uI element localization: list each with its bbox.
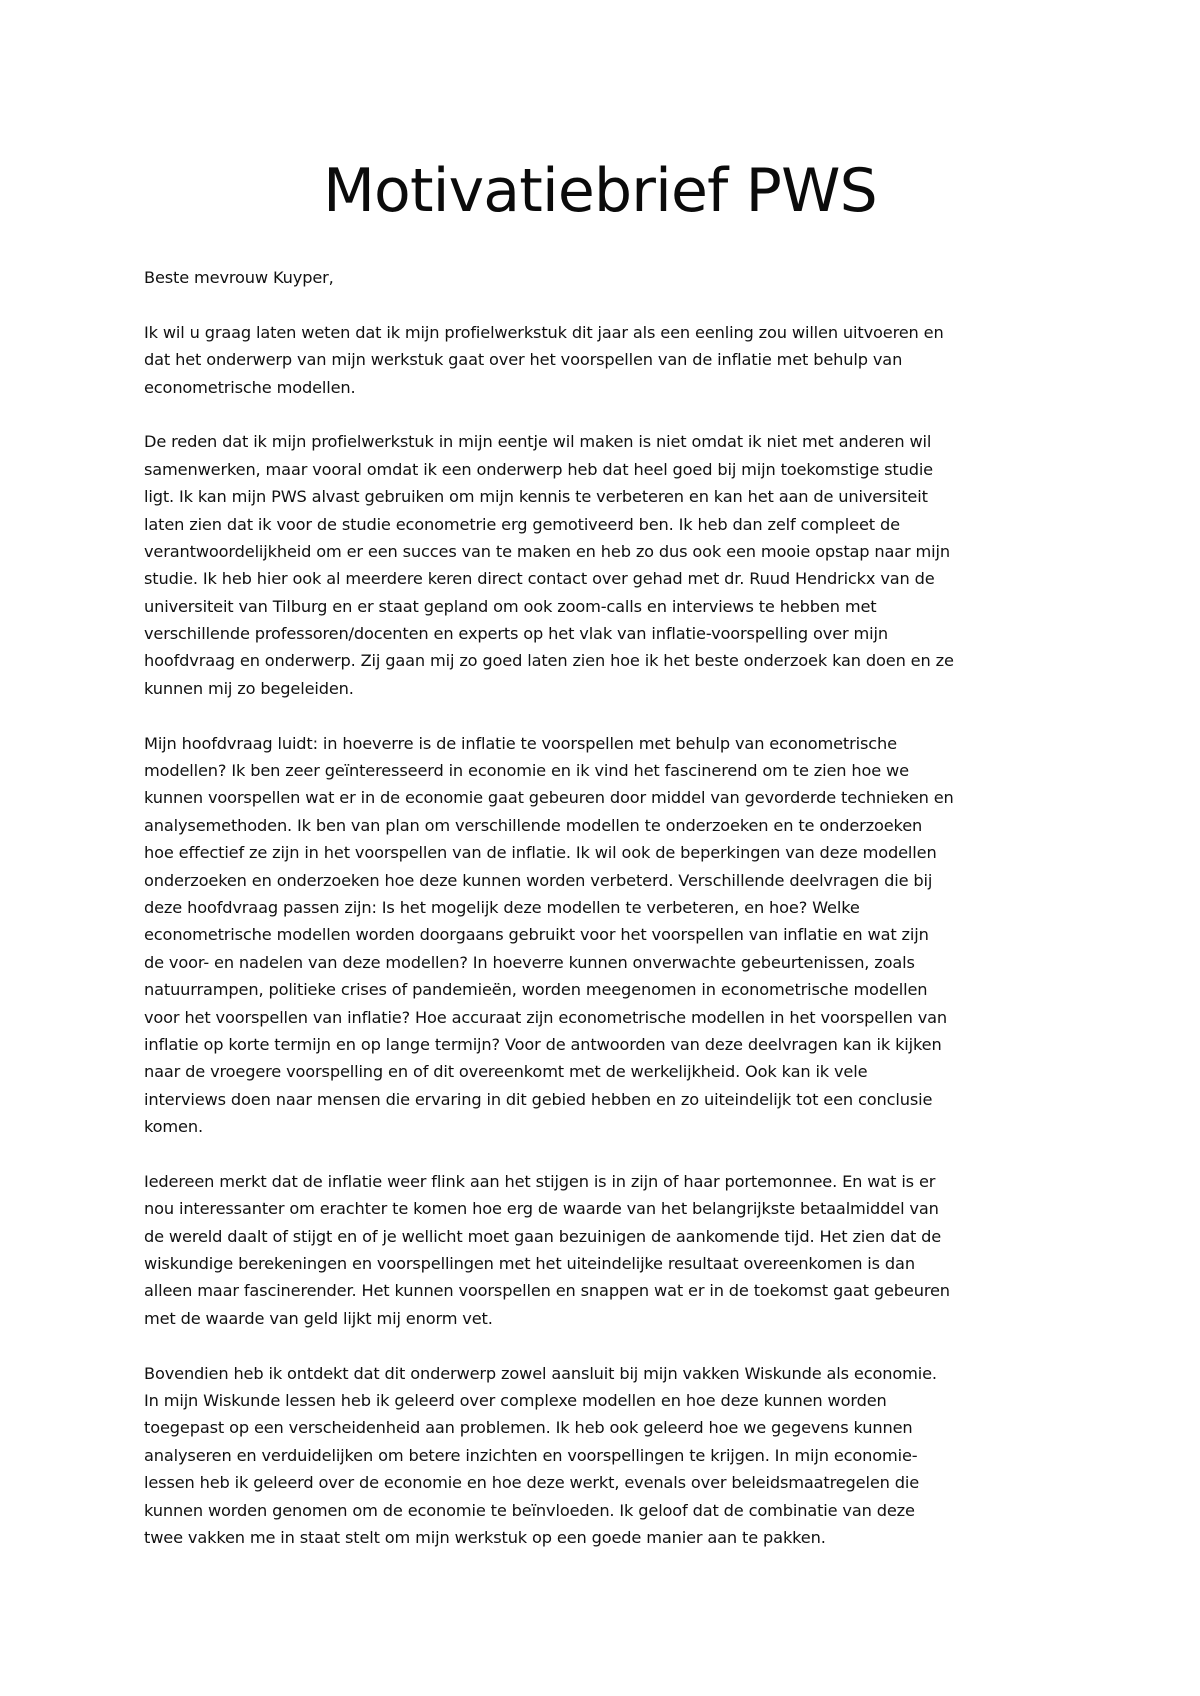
text-line: twee vakken me in staat stelt om mijn werkstuk op een goede manier aan te pakken. (144, 1527, 826, 1547)
text-line: wiskundige berekeningen en voorspellingen met het uiteindelijke resultaat overeenkomen is dan (144, 1254, 915, 1274)
text-line: laten zien dat ik voor de studie econometrie erg gemotiveerd ben. Ik heb dan zelf compleet de (144, 514, 900, 534)
salutation-paragraph (144, 264, 1074, 291)
reason-paragraph (144, 428, 1074, 702)
text-line: voor het voorspellen van inflatie? Hoe accuraat zijn econometrische modellen in het voorspellen van (144, 1007, 948, 1027)
text-line: toegepast op een verscheidenheid aan problemen. Ik heb ook geleerd hoe we gegevens kunnen (144, 1418, 913, 1438)
research-question-paragraph (144, 730, 1074, 1141)
text-line: onderzoeken en onderzoeken hoe deze kunnen worden verbeterd. Verschillende deelvragen die bij (144, 870, 933, 890)
text-line: de wereld daalt of stijgt en of je wellicht moet gaan bezuinigen de aankomende tijd. Het zien dat de (144, 1226, 942, 1246)
text-line: verantwoordelijkheid om er een succes van te maken en heb zo dus ook een mooie opstap naar mijn (144, 541, 950, 561)
text-line: dat het onderwerp van mijn werkstuk gaat over het voorspellen van de inflatie met behulp van (144, 350, 903, 370)
text-line: natuurrampen, politieke crises of pandemieën, worden meegenomen in econometrische modellen (144, 980, 928, 1000)
subjects-paragraph (144, 1360, 1074, 1552)
text-line: Beste mevrouw Kuyper, (144, 268, 334, 287)
text-line: hoe effectief ze zijn in het voorspellen van de inflatie. Ik wil ook de beperkingen van deze modellen (144, 843, 937, 863)
text-line: econometrische modellen worden doorgaans gebruikt voor het voorspellen van inflatie en wat zijn (144, 925, 929, 945)
text-line: Bovendien heb ik ontdekt dat dit onderwerp zowel aansluit bij mijn vakken Wiskunde als economie. (144, 1363, 937, 1383)
text-line: deze hoofdvraag passen zijn: Is het mogelijk deze modellen te verbeteren, en hoe? Welke (144, 897, 860, 917)
text-line: interviews doen naar mensen die ervaring in dit gebied hebben en zo uiteindelijk tot een conclusie (144, 1089, 933, 1109)
text-line: analyseren en verduidelijken om betere inzichten en voorspellingen te krijgen. In mijn economie- (144, 1445, 918, 1465)
text-line: naar de vroegere voorspelling en of dit overeenkomt met de werkelijkheid. Ook kan ik vele (144, 1062, 868, 1082)
text-line: verschillende professoren/docenten en experts op het vlak van inflatie-voorspelling over mijn (144, 624, 888, 644)
text-line: Iedereen merkt dat de inflatie weer flink aan het stijgen is in zijn of haar portemonnee. En wat is er (144, 1171, 936, 1191)
text-line: ligt. Ik kan mijn PWS alvast gebruiken om mijn kennis te verbeteren en kan het aan de universiteit (144, 487, 928, 507)
text-line: samenwerken, maar vooral omdat ik een onderwerp heb dat heel goed bij mijn toekomstige studie (144, 459, 933, 479)
text-line: Mijn hoofdvraag luidt: in hoeverre is de inflatie te voorspellen met behulp van econometrische (144, 733, 897, 753)
text-line: econometrische modellen. (144, 377, 356, 397)
text-line: De reden dat ik mijn profielwerkstuk in mijn eentje wil maken is niet omdat ik niet met anderen wil (144, 432, 932, 452)
intro-paragraph (144, 319, 1074, 401)
text-line: Ik wil u graag laten weten dat ik mijn profielwerkstuk dit jaar als een eenling zou willen uitvoeren en (144, 322, 944, 342)
text-line: analysemethoden. Ik ben van plan om verschillende modellen te onderzoeken en te onderzoeken (144, 815, 923, 835)
text-line: nou interessanter om erachter te komen hoe erg de waarde van het belangrijkste betaalmiddel van (144, 1199, 939, 1219)
text-line: kunnen mij zo begeleiden. (144, 678, 354, 698)
text-line: de voor- en nadelen van deze modellen? In hoeverre kunnen onverwachte gebeurtenissen, zoals (144, 952, 915, 972)
text-line: komen. (144, 1117, 203, 1137)
inflation-interest-paragraph (144, 1168, 1074, 1332)
text-line: kunnen worden genomen om de economie te beïnvloeden. Ik geloof dat de combinatie van deze (144, 1500, 915, 1520)
text-line: kunnen voorspellen wat er in de economie gaat gebeuren door middel van gevorderde technieken en (144, 788, 954, 808)
document-title: Motivatiebrief PWS (323, 156, 877, 226)
text-line: universiteit van Tilburg en er staat gepland om ook zoom-calls en interviews te hebben met (144, 596, 877, 616)
text-line: alleen maar fascinerender. Het kunnen voorspellen en snappen wat er in de toekomst gaat gebeuren (144, 1281, 950, 1301)
text-line: met de waarde van geld lijkt mij enorm vet. (144, 1308, 493, 1328)
text-line: inflatie op korte termijn en op lange termijn? Voor de antwoorden van deze deelvragen kan ik kijken (144, 1034, 942, 1054)
text-line: In mijn Wiskunde lessen heb ik geleerd over complexe modellen en hoe deze kunnen worden (144, 1391, 887, 1411)
text-line: modellen? Ik ben zeer geïnteresseerd in economie en ik vind het fascinerend om te zien hoe we (144, 761, 909, 781)
text-line: lessen heb ik geleerd over de economie en hoe deze werkt, evenals over beleidsmaatregelen die (144, 1473, 920, 1493)
text-line: hoofdvraag en onderwerp. Zij gaan mij zo goed laten zien hoe ik het beste onderzoek kan doen en ze (144, 651, 954, 671)
letter-body (144, 264, 1074, 1579)
text-line: studie. Ik heb hier ook al meerdere keren direct contact over gehad met dr. Ruud Hendrickx van de (144, 569, 935, 589)
